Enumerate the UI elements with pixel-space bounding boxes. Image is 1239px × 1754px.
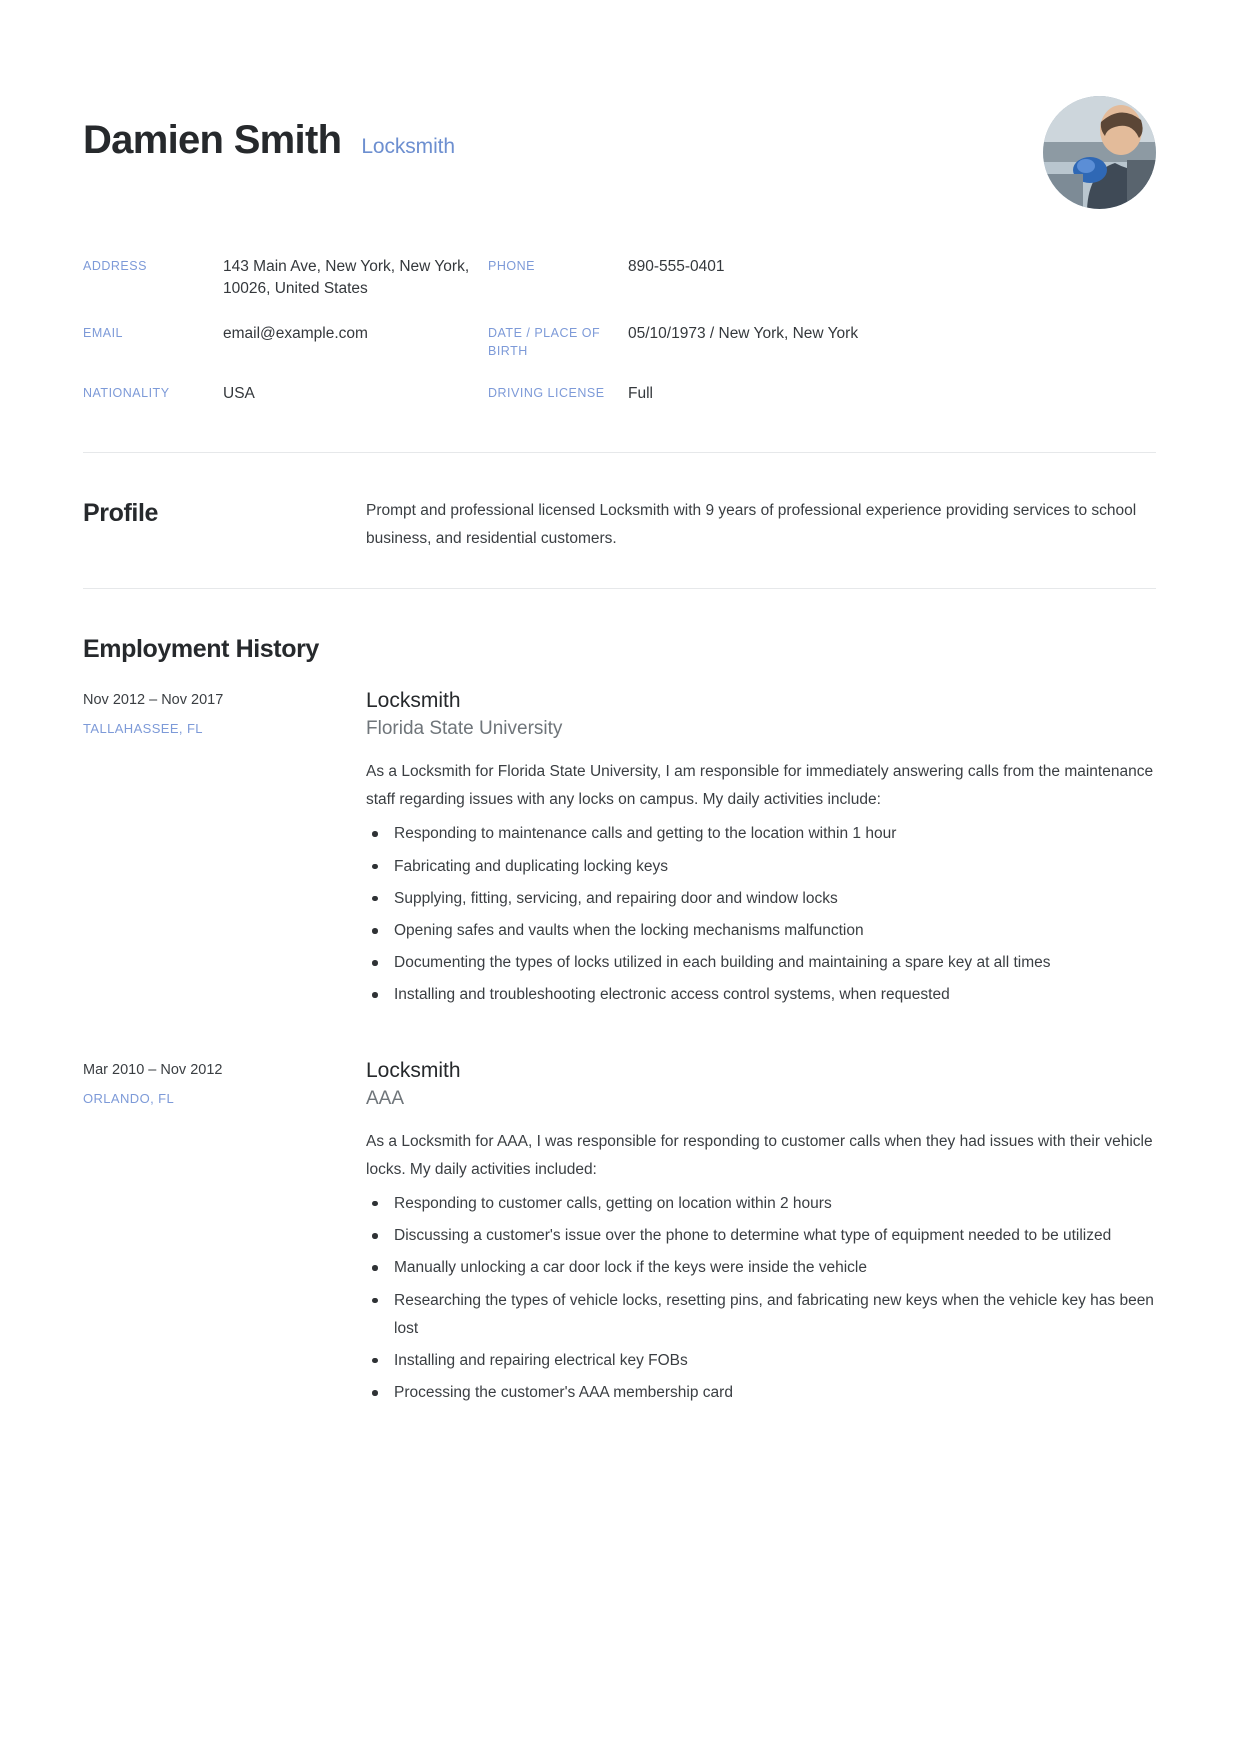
list-item: Processing the customer's AAA membership card — [366, 1379, 1156, 1407]
contact-value-email: email@example.com — [223, 324, 368, 342]
job-dates: Mar 2010 – Nov 2012 — [83, 1061, 223, 1078]
resume-header — [83, 0, 1156, 209]
job-bullet-list — [366, 1190, 1156, 1407]
contact-value-driving-license: Full — [628, 385, 653, 403]
employment-section — [83, 589, 1156, 1411]
avatar-image — [1043, 96, 1156, 209]
contact-label-address: ADDRESS — [83, 259, 147, 273]
contact-value-address: 143 Main Ave, New York, New York, 10026, United States — [223, 258, 470, 298]
contact-value-nationality: USA — [223, 385, 255, 403]
list-item: Installing and repairing electrical key FOBs — [366, 1347, 1156, 1375]
contact-label-driving-license: DRIVING LICENSE — [488, 386, 605, 401]
job-company: Florida State University — [366, 718, 563, 740]
job-role: Locksmith — [366, 689, 461, 713]
list-item: Responding to maintenance calls and getting to the location within 1 hour — [366, 820, 1156, 848]
name-block — [83, 96, 455, 162]
list-item: Responding to customer calls, getting on location within 2 hours — [366, 1190, 1156, 1218]
employment-entry — [83, 688, 1156, 1014]
contact-label-nationality: NATIONALITY — [83, 386, 170, 401]
contact-value-dob: 05/10/1973 / New York, New York — [628, 324, 859, 342]
job-company: AAA — [366, 1087, 405, 1109]
job-location: TALLAHASSEE, FL — [83, 721, 203, 737]
contact-label-email: EMAIL — [83, 325, 124, 340]
profile-section — [83, 453, 1156, 553]
employment-entry — [83, 1058, 1156, 1412]
list-item: Supplying, fitting, servicing, and repairing door and window locks — [366, 885, 1156, 913]
job-dates: Nov 2012 – Nov 2017 — [83, 692, 224, 709]
job-role: Locksmith — [366, 1058, 461, 1082]
job-description: As a Locksmith for AAA, I was responsible for responding to customer calls when they had issues with their vehicle locks. My daily activities included: — [366, 1132, 1153, 1178]
contact-label-dob: DATE / PLACE OF BIRTH — [488, 325, 601, 359]
list-item: Installing and troubleshooting electronic access control systems, when requested — [366, 981, 1156, 1009]
list-item: Opening safes and vaults when the locking mechanisms malfunction — [366, 917, 1156, 945]
job-bullet-list — [366, 820, 1156, 1009]
list-item: Fabricating and duplicating locking keys — [366, 853, 1156, 881]
header-job-title: Locksmith — [361, 135, 455, 158]
avatar — [1043, 96, 1156, 209]
contact-details — [83, 245, 1156, 417]
profile-text: Prompt and professional licensed Locksmith with 9 years of professional experience providing services to school business, and residential customers. — [366, 501, 1137, 547]
list-item: Documenting the types of locks utilized in each building and maintaining a spare key at all times — [366, 949, 1156, 977]
job-description: As a Locksmith for Florida State University, I am responsible for immediately answering calls from the maintenance staff regarding issues with any locks on campus. My daily activities include: — [366, 763, 1154, 809]
list-item: Manually unlocking a car door lock if the keys were inside the vehicle — [366, 1254, 1156, 1282]
page-title: Damien Smith — [83, 118, 342, 162]
profile-heading: Profile — [83, 498, 158, 527]
list-item: Discussing a customer's issue over the phone to determine what type of equipment needed to be utilized — [366, 1222, 1156, 1250]
contact-label-phone: PHONE — [488, 259, 535, 273]
job-location: ORLANDO, FL — [83, 1090, 175, 1106]
list-item: Researching the types of vehicle locks, resetting pins, and fabricating new keys when the vehicle key has been lost — [366, 1287, 1156, 1343]
contact-value-phone: 890-555-0401 — [628, 258, 725, 275]
employment-heading: Employment History — [83, 635, 319, 664]
entry-spacer — [83, 1024, 1156, 1058]
